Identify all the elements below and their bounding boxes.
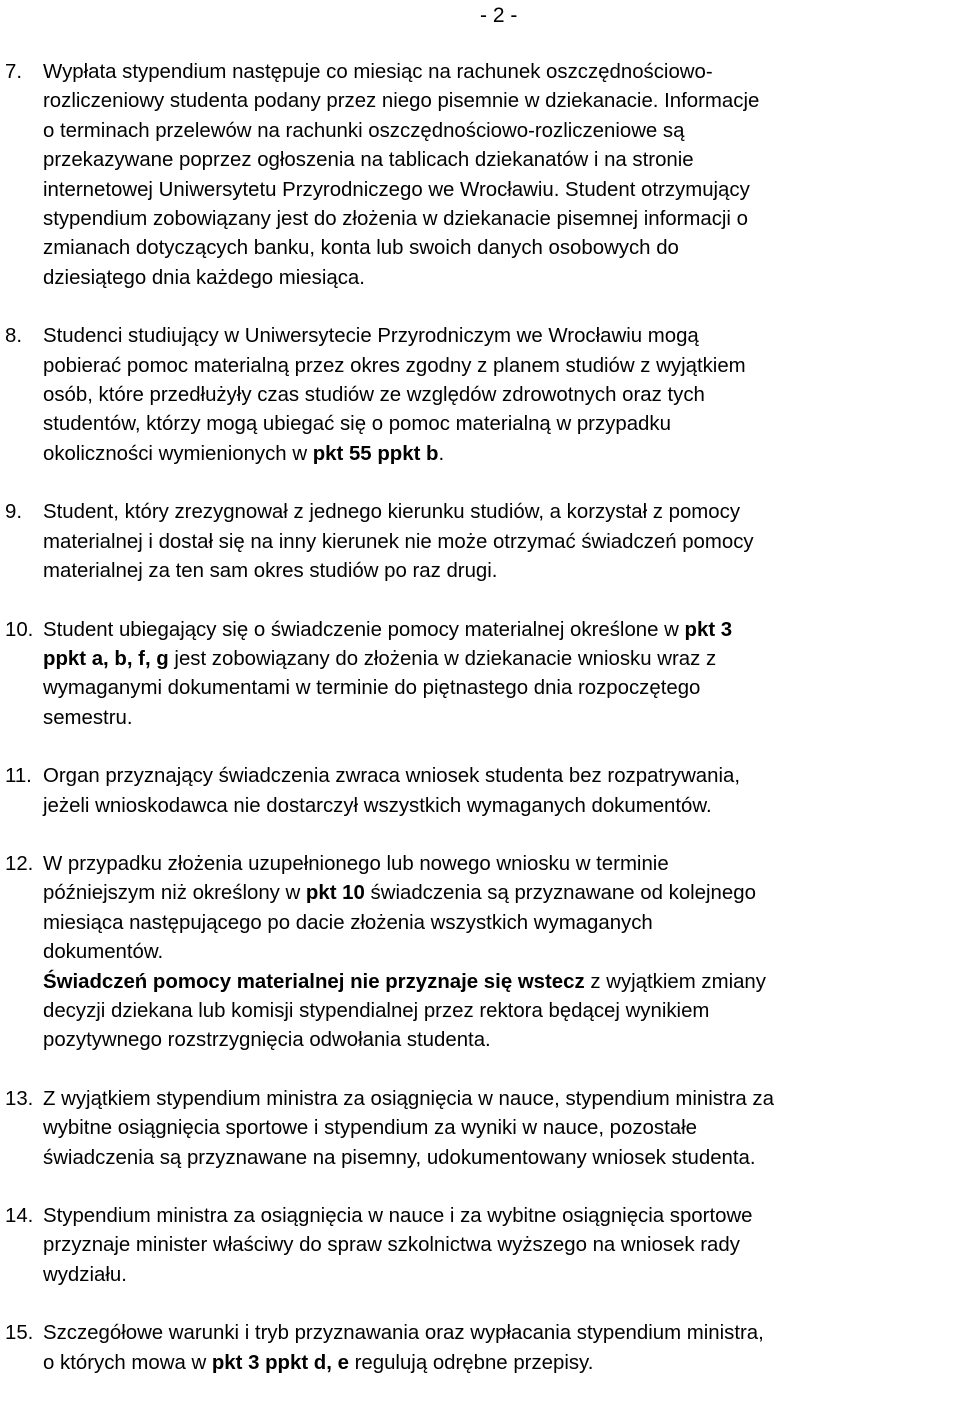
numbered-list bbox=[0, 58, 960, 1407]
list-item-number: 12. bbox=[5, 852, 34, 875]
paragraph-line bbox=[43, 498, 917, 527]
text-segment: Stypendium ministra za osiągnięcia w nauce i za wybitne osiągnięcia sportowe bbox=[43, 1205, 753, 1227]
paragraph-line bbox=[43, 616, 917, 645]
text-segment: Studenci studiujący w Uniwersytecie Przyrodniczym we Wrocławiu mogą bbox=[43, 325, 699, 348]
list-item-number: 15. bbox=[5, 1322, 34, 1345]
paragraph-line bbox=[43, 879, 917, 908]
list-item-number: 10. bbox=[5, 618, 34, 641]
text-segment: jeżeli wnioskodawca nie dostarczył wszystkich wymaganych dokumentów. bbox=[43, 794, 712, 817]
text-segment: jest zobowiązany do złożenia w dziekanacie wniosku wraz z bbox=[168, 647, 717, 670]
paragraph-line bbox=[43, 322, 917, 351]
bold-reference: ppkt a, b, f, g bbox=[43, 647, 169, 670]
paragraph-line bbox=[43, 1144, 917, 1173]
paragraph-line bbox=[43, 410, 917, 439]
text-segment: osób, które przedłużyły czas studiów ze względów zdrowotnych oraz tych bbox=[43, 384, 705, 407]
text-segment: pobierać pomoc materialną przez okres zgodny z planem studiów z wyjątkiem bbox=[43, 354, 746, 377]
text-segment: świadczenia są przyznawane na pisemny, udokumentowany wniosek studenta. bbox=[43, 1146, 756, 1169]
text-segment: Student, który zrezygnował z jednego kierunku studiów, a korzystał z pomocy bbox=[43, 501, 741, 524]
paragraph-line bbox=[43, 205, 917, 234]
list-item bbox=[0, 1319, 917, 1378]
paragraph-line bbox=[43, 674, 917, 703]
bold-reference: Świadczeń pomocy materialnej nie przyznaje się wstecz bbox=[43, 970, 585, 993]
paragraph-line bbox=[43, 704, 917, 733]
list-item-number: 8. bbox=[5, 325, 23, 348]
text-segment: świadczenia są przyznawane od kolejnego bbox=[364, 882, 756, 905]
text-segment: okoliczności wymienionych w bbox=[43, 442, 313, 465]
text-segment: Student ubiegający się o świadczenie pomocy materialnej określone w bbox=[43, 618, 685, 641]
text-segment: wydziału. bbox=[43, 1263, 127, 1286]
list-item-number: 13. bbox=[5, 1087, 34, 1110]
text-segment: stypendium zobowiązany jest do złożenia w dziekanacie pisemnej informacji o bbox=[43, 208, 748, 231]
paragraph-line bbox=[43, 1202, 917, 1231]
list-item bbox=[0, 850, 917, 1056]
paragraph-line bbox=[43, 1085, 917, 1114]
text-segment: Organ przyznający świadczenia zwraca wniosek studenta bez rozpatrywania, bbox=[43, 765, 741, 788]
paragraph-line bbox=[43, 1114, 917, 1143]
paragraph-line bbox=[43, 117, 917, 146]
list-item-number: 7. bbox=[5, 61, 23, 83]
list-item bbox=[0, 58, 917, 293]
paragraph-line bbox=[43, 909, 917, 938]
paragraph-line bbox=[43, 176, 917, 205]
paragraph-line bbox=[43, 87, 917, 116]
text-segment: semestru. bbox=[43, 706, 133, 729]
list-item-number: 11. bbox=[5, 765, 32, 788]
text-segment: materialnej za ten sam okres studiów po raz drugi. bbox=[43, 560, 498, 583]
text-segment: . bbox=[438, 442, 445, 465]
paragraph-line bbox=[43, 352, 917, 381]
paragraph-line bbox=[43, 557, 917, 586]
paragraph-line bbox=[43, 381, 917, 410]
paragraph-line bbox=[43, 938, 917, 967]
text-segment: materialnej i dostał się na inny kierunek nie może otrzymać świadczeń pomocy bbox=[43, 530, 754, 553]
list-item bbox=[0, 498, 917, 586]
text-segment: internetowej Uniwersytetu Przyrodniczego we Wrocławiu. Student otrzymujący bbox=[43, 178, 750, 201]
bold-reference: pkt 10 bbox=[305, 882, 365, 905]
paragraph-line bbox=[43, 850, 917, 879]
list-item bbox=[0, 762, 917, 821]
text-segment: Z wyjątkiem stypendium ministra za osiągnięcia w nauce, stypendium ministra za bbox=[43, 1087, 774, 1110]
paragraph-line bbox=[43, 1319, 917, 1348]
list-item bbox=[0, 1085, 917, 1173]
paragraph-line bbox=[43, 645, 917, 674]
paragraph-line bbox=[43, 146, 917, 175]
paragraph-line bbox=[43, 1261, 917, 1290]
paragraph-line bbox=[43, 762, 917, 791]
text-segment: późniejszym niż określony w bbox=[43, 882, 306, 905]
paragraph-line bbox=[43, 58, 917, 87]
text-segment: zmianach dotyczących banku, konta lub swoich danych osobowych do bbox=[43, 237, 679, 260]
text-segment: W przypadku złożenia uzupełnionego lub nowego wniosku w terminie bbox=[43, 852, 669, 875]
page-number: - 2 - bbox=[480, 4, 518, 27]
text-segment: decyzji dziekana lub komisji stypendialnej przez rektora będącej wynikiem bbox=[43, 999, 710, 1022]
paragraph-line bbox=[43, 997, 917, 1026]
list-item bbox=[0, 322, 917, 469]
text-segment: Wypłata stypendium następuje co miesiąc na rachunek oszczędnościowo- bbox=[43, 61, 713, 83]
paragraph-line bbox=[43, 440, 917, 469]
text-segment: pozytywnego rozstrzygnięcia odwołania studenta. bbox=[43, 1029, 491, 1052]
text-segment: studentów, którzy mogą ubiegać się o pomoc materialną w przypadku bbox=[43, 413, 671, 436]
text-segment: regulują odrębne przepisy. bbox=[348, 1351, 594, 1374]
list-item bbox=[0, 1202, 917, 1290]
text-segment: o których mowa w bbox=[43, 1351, 212, 1374]
text-segment: o terminach przelewów na rachunki oszczędnościowo-rozliczeniowe są bbox=[43, 119, 685, 142]
text-segment: z wyjątkiem zmiany bbox=[584, 970, 766, 993]
text-segment: Szczegółowe warunki i tryb przyznawania oraz wypłacania stypendium ministra, bbox=[43, 1322, 764, 1345]
text-segment: dokumentów. bbox=[43, 941, 164, 964]
text-segment: przyznaje minister właściwy do spraw szkolnictwa wyższego na wniosek rady bbox=[43, 1234, 740, 1257]
bold-reference: pkt 3 ppkt d, e bbox=[211, 1351, 349, 1374]
text-segment: miesiąca następującego po dacie złożenia wszystkich wymaganych bbox=[43, 911, 653, 934]
list-item-number: 14. bbox=[5, 1205, 34, 1227]
paragraph-line bbox=[43, 234, 917, 263]
text-segment: wymaganymi dokumentami w terminie do piętnastego dnia rozpoczętego bbox=[43, 677, 701, 700]
bold-reference: pkt 3 bbox=[684, 618, 733, 641]
text-segment: rozliczeniowy studenta podany przez niego pisemnie w dziekanacie. Informacje bbox=[43, 90, 760, 113]
paragraph-line bbox=[43, 528, 917, 557]
paragraph-line bbox=[43, 968, 917, 997]
paragraph-line bbox=[43, 1349, 917, 1378]
paragraph-line bbox=[43, 1231, 917, 1260]
paragraph-line bbox=[43, 1026, 917, 1055]
list-item bbox=[0, 616, 917, 734]
list-item-number: 9. bbox=[5, 501, 23, 524]
paragraph-line bbox=[43, 792, 917, 821]
text-segment: wybitne osiągnięcia sportowe i stypendium za wyniki w nauce, pozostałe bbox=[43, 1117, 697, 1140]
text-segment: przekazywane poprzez ogłoszenia na tablicach dziekanatów i na stronie bbox=[43, 149, 694, 172]
bold-reference: pkt 55 ppkt b bbox=[312, 442, 439, 465]
text-segment: dziesiątego dnia każdego miesiąca. bbox=[43, 266, 365, 289]
paragraph-line bbox=[43, 264, 917, 293]
